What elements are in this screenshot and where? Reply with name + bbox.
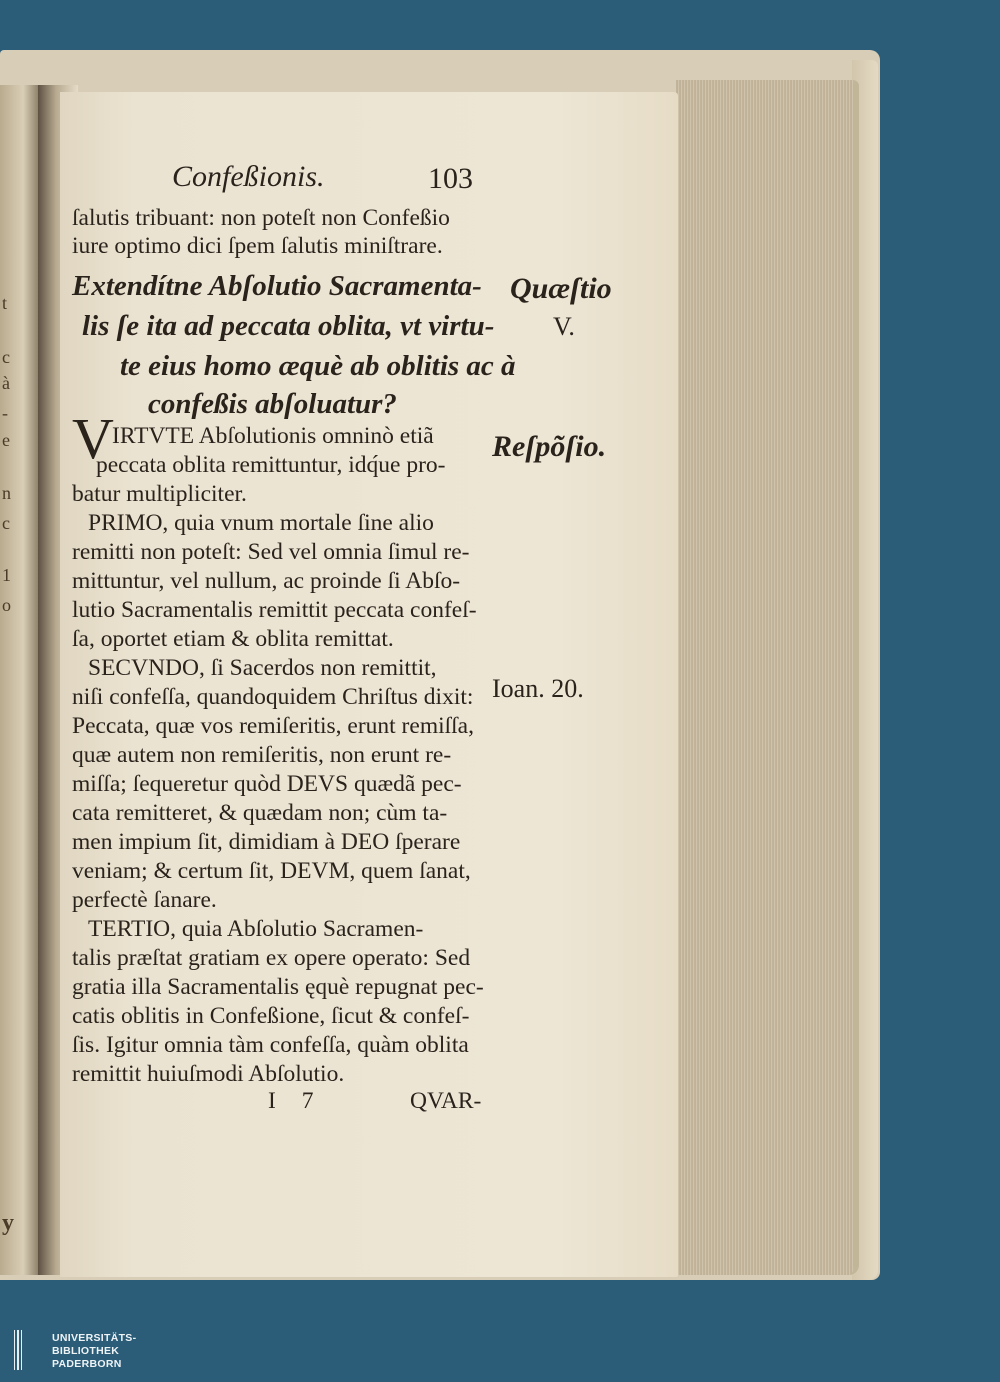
library-logo-line: PADERBORN: [52, 1358, 122, 1370]
library-logo-icon: [14, 1330, 22, 1370]
left-page-letter: à: [2, 373, 10, 393]
response-line: IRTVTE Abſolutionis omninò etiã: [112, 423, 434, 449]
question-heading-line: lis ſe ita ad peccata oblita, vt virtu-: [82, 310, 495, 342]
text-line: niſi confeſſa, quandoquidem Chriſtus dixit:: [72, 684, 474, 710]
text-line: PRIMO, quia vnum mortale ſine alio: [88, 510, 434, 536]
text-line: ſalutis tribuant: non poteſt non Confeßio: [72, 205, 450, 231]
footer-bar: [0, 1302, 1000, 1382]
margin-note-questio: Quæſtio: [510, 272, 612, 305]
text-line: mittuntur, vel nullum, ac proinde ſi Abſo-: [72, 568, 461, 594]
text-line: SECVNDO, ſi Sacerdos non remittit,: [88, 655, 437, 681]
text-line: lutio Sacramentalis remittit peccata confeſ-: [72, 597, 477, 623]
text-line: remittit huiuſmodi Abſolutio.: [72, 1061, 345, 1087]
text-line: cata remitteret, & quædam non; cùm ta-: [72, 800, 448, 826]
text-line: gratia illa Sacramentalis ęquè repugnat pec-: [72, 974, 484, 1000]
text-line: catis oblitis in Confeßione, ſicut & confeſ-: [72, 1003, 470, 1029]
margin-note-responsio: Reſpõſio.: [492, 430, 607, 463]
margin-note-reference: Ioan. 20.: [492, 674, 584, 703]
left-page-letter: 1: [2, 565, 11, 585]
left-page-letter: y: [2, 1210, 14, 1236]
question-heading-line: confeßis abſoluatur?: [148, 388, 397, 420]
question-heading-line: Extendítne Abſolutio Sacramenta-: [72, 270, 482, 302]
text-line: perfectè ſanare.: [72, 887, 217, 913]
left-page-letter: e: [2, 430, 10, 450]
text-line: miſſa; ſequeretur quòd DEVS quædã pec-: [72, 771, 462, 797]
response-line: batur multipliciter.: [72, 481, 247, 507]
left-page-letter: c: [2, 347, 10, 367]
text-line: ſa, oportet etiam & oblita remittat.: [72, 626, 394, 652]
response-line: peccata oblita remittuntur, idq́ue pro-: [96, 452, 446, 478]
library-logo-line: UNIVERSITÄTS-: [52, 1332, 137, 1344]
page-number: 103: [428, 162, 473, 195]
text-line: ſis. Igitur omnia tàm confeſſa, quàm oblita: [72, 1032, 469, 1058]
left-page-edge: [0, 85, 42, 1275]
signature-mark: I 7: [268, 1088, 324, 1114]
text-line: talis præſtat gratiam ex opere operato: Sed: [72, 945, 471, 971]
left-page-letter: o: [2, 595, 11, 615]
page-fore-edge: [676, 80, 859, 1275]
left-page-letter: t: [2, 293, 8, 313]
text-line: Peccata, quæ vos remiſeritis, erunt remiſſa,: [72, 713, 474, 739]
text-line: quæ autem non remiſeritis, non erunt re-: [72, 742, 452, 768]
running-head: Confeßionis.: [172, 160, 325, 193]
left-page-letter: -: [2, 403, 8, 423]
text-line: iure optimo dici ſpem ſalutis miniſtrare.: [72, 233, 443, 259]
drop-cap: V: [72, 406, 114, 471]
text-line: remitti non poteſt: Sed vel omnia ſimul re-: [72, 539, 470, 565]
catchword: QVAR-: [410, 1088, 482, 1114]
library-logo-line: BIBLIOTHEK: [52, 1345, 120, 1357]
text-line: men impium ſit, dimidiam à DEO ſperare: [72, 829, 461, 855]
left-page-letter: c: [2, 513, 10, 533]
question-heading-line: te eius homo æquè ab oblitis ac à: [120, 350, 516, 382]
margin-note-questio-number: V.: [553, 312, 575, 341]
text-line: TERTIO, quia Abſolutio Sacramen-: [88, 916, 424, 942]
left-page-letter: n: [2, 483, 11, 503]
text-line: veniam; & certum ſit, DEVM, quem ſanat,: [72, 858, 471, 884]
